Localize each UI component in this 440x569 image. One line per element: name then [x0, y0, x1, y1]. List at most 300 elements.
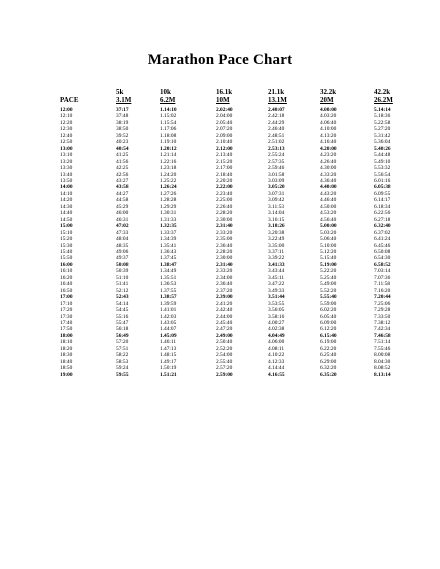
time-cell: 1.18:08: [160, 132, 177, 139]
time-cell: 1.36:53: [160, 281, 177, 288]
pace-cell: 12:40: [60, 132, 73, 139]
time-cell: 6.02:20: [320, 307, 337, 314]
time-cell: 1.31:33: [160, 216, 177, 223]
time-cell: 3.43:44: [268, 268, 285, 275]
time-cell: 1.28:28: [160, 197, 177, 204]
pace-cell: 17:50: [60, 326, 73, 333]
time-cell: 1.35:41: [160, 242, 177, 249]
time-cell: 2.26:40: [216, 203, 233, 210]
time-cell: 5.06:40: [320, 236, 337, 243]
time-cell: 7.11:58: [374, 281, 391, 288]
time-cell: 4.12:33: [268, 358, 285, 365]
time-cell: 7.46:58: [374, 332, 391, 339]
time-cell: 1.37:55: [160, 287, 177, 294]
time-cell: 2.54:00: [216, 352, 233, 359]
time-cell: 1.25:22: [160, 177, 177, 184]
time-cell: 3.16:15: [268, 216, 285, 223]
time-cell: 4.03:20: [320, 113, 337, 120]
time-cell: 3.49:33: [268, 287, 285, 294]
pace-cell: 12:30: [60, 126, 73, 133]
time-cell: 7.03:14: [374, 268, 391, 275]
time-cell: 6.22:56: [374, 210, 391, 217]
time-cell: 54:14: [116, 300, 129, 307]
time-cell: 4.00:00: [320, 107, 337, 113]
time-cell: 4.16:55: [268, 371, 285, 378]
time-cell: 1.19:10: [160, 139, 177, 146]
time-cell: 7.55:46: [374, 345, 391, 352]
time-cell: 1.45:09: [160, 332, 177, 339]
time-cell: 5.53:32: [374, 165, 391, 172]
time-cell: 2.44:29: [268, 119, 285, 126]
time-cell: 8.13:14: [374, 371, 391, 378]
time-cell: 4.06:00: [268, 339, 285, 346]
time-cell: 2.15:20: [216, 158, 233, 165]
pace-cell: 15:30: [60, 242, 73, 249]
time-cell: 1.38:57: [160, 294, 177, 301]
time-cell: 4.50:00: [320, 203, 337, 210]
time-cell: 2.36:40: [216, 242, 233, 249]
header-cell: 3.1M: [116, 96, 132, 104]
time-cell: 4.30:00: [320, 165, 337, 172]
time-cell: 2.52:20: [216, 345, 233, 352]
time-cell: 46:31: [116, 216, 129, 223]
time-cell: 41:56: [116, 158, 129, 165]
time-cell: 4.14:44: [268, 365, 285, 372]
time-cell: 2.34:00: [216, 274, 233, 281]
pace-cell: 17:00: [60, 294, 73, 301]
time-cell: 5.31:42: [374, 132, 391, 139]
time-cell: 1.29:29: [160, 203, 177, 210]
time-cell: 58:53: [116, 358, 129, 365]
time-cell: 6.19:00: [320, 339, 337, 346]
time-cell: 5.49:00: [320, 281, 337, 288]
pace-cell: 12:00: [60, 107, 73, 113]
time-cell: 56:18: [116, 326, 129, 333]
pace-cell: 13:40: [60, 171, 73, 178]
pace-cell: 14:40: [60, 210, 73, 217]
time-cell: 5.22:58: [374, 119, 391, 126]
time-cell: 44:58: [116, 197, 129, 204]
time-cell: 4.13:20: [320, 132, 337, 139]
time-cell: 6.18:34: [374, 203, 391, 210]
time-cell: 51:41: [116, 281, 129, 288]
time-cell: 4.56:40: [320, 216, 337, 223]
pace-cell: 13:30: [60, 165, 73, 172]
pace-cell: 19:00: [60, 371, 73, 378]
pace-cell: 16:20: [60, 274, 73, 281]
time-cell: 49:06: [116, 248, 129, 255]
time-cell: 47:33: [116, 229, 129, 236]
time-cell: 2.33:20: [216, 268, 233, 275]
time-cell: 50:39: [116, 268, 129, 275]
time-cell: 6.22:20: [320, 345, 337, 352]
time-cell: 3.18:26: [268, 223, 285, 230]
time-cell: 4.06:40: [320, 119, 337, 126]
time-cell: 5.56:54: [374, 171, 391, 178]
time-cell: 3.35:00: [268, 242, 285, 249]
time-cell: 2.50:40: [216, 339, 233, 346]
time-cell: 1.14:10: [160, 107, 177, 113]
time-cell: 6.37:02: [374, 229, 391, 236]
time-cell: 5.19:00: [320, 261, 337, 268]
time-cell: 4.02:38: [268, 326, 285, 333]
time-cell: 6.14:17: [374, 197, 391, 204]
time-cell: 49:37: [116, 255, 129, 262]
time-cell: 2.36:40: [216, 281, 233, 288]
pace-cell: 15:00: [60, 223, 73, 230]
time-cell: 2.25:00: [216, 197, 233, 204]
pace-cell: 17:40: [60, 319, 73, 326]
time-cell: 45:29: [116, 203, 129, 210]
time-cell: 2.51:02: [268, 139, 285, 146]
pace-table-body: [60, 104, 414, 378]
time-cell: 2.20:20: [216, 177, 233, 184]
time-cell: 1.24:20: [160, 171, 177, 178]
time-cell: 7.51:14: [374, 339, 391, 346]
time-cell: 6.32:20: [320, 365, 337, 372]
header-cell: 10M: [216, 96, 230, 104]
pace-cell: 16:40: [60, 281, 73, 288]
time-cell: 48:04: [116, 236, 129, 243]
time-cell: 5.10:00: [320, 242, 337, 249]
time-cell: 4.53:20: [320, 210, 337, 217]
time-cell: 6.25:40: [320, 352, 337, 359]
time-cell: 1.22:16: [160, 158, 177, 165]
time-cell: 1.49:17: [160, 358, 177, 365]
time-cell: 52:43: [116, 294, 129, 301]
time-cell: 1.50:19: [160, 365, 177, 372]
time-cell: 56:49: [116, 332, 129, 339]
time-cell: 1.44:07: [160, 326, 177, 333]
time-cell: 1.51:21: [160, 371, 177, 378]
time-cell: 4.04:49: [268, 332, 285, 339]
page-title: Marathon Pace Chart: [147, 52, 293, 68]
time-cell: 48:35: [116, 242, 129, 249]
time-cell: 2.02:40: [216, 107, 233, 113]
pace-cell: 13:00: [60, 145, 73, 152]
time-cell: 2.57:20: [216, 365, 233, 372]
time-cell: 6.09:00: [320, 319, 337, 326]
time-cell: 2.59:46: [268, 165, 285, 172]
time-cell: 1.36:43: [160, 248, 177, 255]
time-cell: 3.58:16: [268, 313, 285, 320]
time-cell: 3.56:05: [268, 307, 285, 314]
time-cell: 5.59:00: [320, 300, 337, 307]
time-cell: 7.42:34: [374, 326, 391, 333]
table-row: [60, 104, 414, 113]
time-cell: 4.16:40: [320, 139, 337, 146]
pace-cell: 16:50: [60, 287, 73, 294]
pace-cell: 14:00: [60, 184, 73, 191]
time-cell: 3.01:58: [268, 171, 285, 178]
time-cell: 6.05:40: [320, 313, 337, 320]
time-cell: 43:58: [116, 184, 129, 191]
time-cell: 1.21:14: [160, 152, 177, 159]
time-cell: 5.00:00: [320, 223, 337, 230]
time-cell: 2.05:40: [216, 119, 233, 126]
time-cell: 2.23:40: [216, 190, 233, 197]
pace-cell: 15:40: [60, 248, 73, 255]
time-cell: 2.42:18: [268, 113, 285, 120]
time-cell: 6.45:46: [374, 242, 391, 249]
time-cell: 4.00:27: [268, 319, 285, 326]
time-cell: 1.26:24: [160, 184, 177, 191]
pace-cell: 13:50: [60, 177, 73, 184]
time-cell: 5.36:04: [374, 139, 391, 146]
time-cell: 6.15:40: [320, 332, 337, 339]
time-cell: 4.33:20: [320, 171, 337, 178]
time-cell: 2.22:00: [216, 184, 233, 191]
pace-cell: 17:10: [60, 300, 73, 307]
time-cell: 3.03:09: [268, 177, 285, 184]
pace-cell: 16:00: [60, 261, 73, 268]
time-cell: 2.33:20: [216, 229, 233, 236]
pace-cell: 18:10: [60, 339, 73, 346]
time-cell: 5.55:40: [320, 294, 337, 301]
time-cell: 1.27:26: [160, 190, 177, 197]
time-cell: 1.34:49: [160, 268, 177, 275]
pace-cell: 12:20: [60, 119, 73, 126]
time-cell: 5.52:20: [320, 287, 337, 294]
time-cell: 6.09:55: [374, 190, 391, 197]
pace-cell: 13:20: [60, 158, 73, 165]
pace-table: [60, 88, 414, 378]
time-cell: 51:10: [116, 274, 129, 281]
time-cell: 3.53:55: [268, 300, 285, 307]
time-cell: 2.04:00: [216, 113, 233, 120]
time-cell: 2.10:40: [216, 139, 233, 146]
time-cell: 42:25: [116, 165, 129, 172]
header-cell: 5k: [116, 88, 124, 96]
time-cell: 1.32:35: [160, 223, 177, 230]
time-cell: 2.55:24: [268, 152, 285, 159]
header-cell: 42.2k: [374, 88, 391, 96]
time-cell: 4.10:00: [320, 126, 337, 133]
time-cell: 6.32:40: [374, 223, 391, 230]
time-cell: 7.16:20: [374, 287, 391, 294]
time-cell: 59:55: [116, 371, 129, 378]
time-cell: 1.46:11: [160, 339, 177, 346]
time-cell: 5.25:40: [320, 274, 337, 281]
time-cell: 1.38:47: [160, 261, 177, 268]
time-cell: 57:20: [116, 339, 129, 346]
time-cell: 5.27:20: [374, 126, 391, 133]
time-cell: 3.22:49: [268, 236, 285, 243]
table-row: [60, 372, 414, 378]
time-cell: 8.00:08: [374, 352, 391, 359]
time-cell: 6.29:00: [320, 358, 337, 365]
time-cell: 1.39:59: [160, 300, 177, 307]
time-cell: 2.53:13: [268, 145, 285, 152]
time-cell: 4.36:40: [320, 177, 337, 184]
time-cell: 41:25: [116, 152, 129, 159]
time-cell: 6.01:16: [374, 177, 391, 184]
time-cell: 4.26:40: [320, 158, 337, 165]
time-cell: 55:16: [116, 313, 129, 320]
time-cell: 40:54: [116, 145, 129, 152]
time-cell: 1.15:54: [160, 119, 177, 126]
time-cell: 43:27: [116, 177, 129, 184]
pace-cell: 17:20: [60, 307, 73, 314]
time-cell: 3.51:44: [268, 294, 285, 301]
header-row-mi: [60, 96, 414, 104]
time-cell: 3.45:11: [268, 274, 285, 281]
time-cell: 4.43:20: [320, 190, 337, 197]
pace-cell: 18:40: [60, 358, 73, 365]
time-cell: 47:02: [116, 223, 129, 230]
time-cell: 6.27:18: [374, 216, 391, 223]
time-cell: 8.04:30: [374, 358, 391, 365]
time-cell: 1.34:39: [160, 236, 177, 243]
time-cell: 46:00: [116, 210, 129, 217]
time-cell: 3.11:53: [268, 203, 285, 210]
time-cell: 4.40:00: [320, 184, 337, 191]
header-cell: PACE: [60, 96, 79, 104]
time-cell: 55:47: [116, 319, 129, 326]
time-cell: 2.09:00: [216, 132, 233, 139]
time-cell: 6.41:24: [374, 236, 391, 243]
time-cell: 3.39:22: [268, 255, 285, 262]
time-cell: 59:24: [116, 365, 129, 372]
time-cell: 4.46:40: [320, 197, 337, 204]
header-cell: 26.2M: [374, 96, 393, 104]
time-cell: 3.20:38: [268, 229, 285, 236]
time-cell: 8.08:52: [374, 365, 391, 372]
time-cell: 2.30:00: [216, 255, 233, 262]
time-cell: 3.14:04: [268, 210, 285, 217]
time-cell: 5.14:14: [374, 107, 391, 113]
time-cell: 39:52: [116, 132, 129, 139]
pace-cell: 18:30: [60, 352, 73, 359]
pace-cell: 15:20: [60, 236, 73, 243]
time-cell: 1.17:06: [160, 126, 177, 133]
time-cell: 1.43:05: [160, 319, 177, 326]
time-cell: 4.20:00: [320, 145, 337, 152]
time-cell: 2.39:00: [216, 294, 233, 301]
time-cell: 5.22:20: [320, 268, 337, 275]
time-cell: 6.54:30: [374, 255, 391, 262]
time-cell: 7.20:44: [374, 294, 391, 301]
time-cell: 1.33:37: [160, 229, 177, 236]
time-cell: 2.07:20: [216, 126, 233, 133]
time-cell: 2.45:40: [216, 319, 233, 326]
time-cell: 38:50: [116, 126, 129, 133]
pace-cell: 14:50: [60, 216, 73, 223]
header-cell: 16.1k: [216, 88, 233, 96]
time-cell: 7.29:28: [374, 307, 391, 314]
time-cell: 3.37:11: [268, 248, 285, 255]
time-cell: 2.59:00: [216, 371, 233, 378]
pace-cell: 17:30: [60, 313, 73, 320]
time-cell: 2.13:40: [216, 152, 233, 159]
time-cell: 38:19: [116, 119, 129, 126]
time-cell: 40:23: [116, 139, 129, 146]
time-cell: 7.07:36: [374, 274, 391, 281]
time-cell: 2.42:40: [216, 307, 233, 314]
header-cell: 32.2k: [320, 88, 337, 96]
time-cell: 5.03:20: [320, 229, 337, 236]
time-cell: 52:12: [116, 287, 129, 294]
time-cell: 2.37:20: [216, 287, 233, 294]
time-cell: 1.20:12: [160, 145, 177, 152]
time-cell: 1.30:31: [160, 210, 177, 217]
time-cell: 6.12:20: [320, 326, 337, 333]
time-cell: 2.18:40: [216, 171, 233, 178]
time-cell: 7.25:06: [374, 300, 391, 307]
time-cell: 2.31:40: [216, 223, 233, 230]
time-cell: 1.41:01: [160, 307, 177, 314]
pace-cell: 18:50: [60, 365, 73, 372]
time-cell: 2.49:00: [216, 332, 233, 339]
pace-cell: 14:10: [60, 190, 73, 197]
pace-cell: 12:10: [60, 113, 73, 120]
time-cell: 2.46:40: [268, 126, 285, 133]
header-cell: [60, 88, 116, 96]
time-cell: 6.05:38: [374, 184, 391, 191]
time-cell: 2.48:51: [268, 132, 285, 139]
time-cell: 1.35:51: [160, 274, 177, 281]
time-cell: 58:22: [116, 352, 129, 359]
header-row-km: [60, 88, 414, 96]
pace-cell: 15:50: [60, 255, 73, 262]
time-cell: 37:17: [116, 107, 129, 113]
time-cell: 1.37:45: [160, 255, 177, 262]
time-cell: 5.49:10: [374, 158, 391, 165]
time-cell: 3.41:33: [268, 261, 285, 268]
time-cell: 57:51: [116, 345, 129, 352]
header-cell: 20M: [320, 96, 334, 104]
time-cell: 2.44:00: [216, 313, 233, 320]
pace-cell: 14:30: [60, 203, 73, 210]
header-cell: 21.1k: [268, 88, 285, 96]
time-cell: 2.41:20: [216, 300, 233, 307]
time-cell: 6.50:08: [374, 248, 391, 255]
time-cell: 2.35:00: [216, 236, 233, 243]
time-cell: 3.05:20: [268, 184, 285, 191]
time-cell: 1.47:13: [160, 345, 177, 352]
header-cell: 10k: [160, 88, 171, 96]
time-cell: 2.40:07: [268, 107, 285, 113]
pace-cell: 13:10: [60, 152, 73, 159]
header-cell: 6.2M: [160, 96, 176, 104]
time-cell: 3.09:42: [268, 197, 285, 204]
time-cell: 2.55:40: [216, 358, 233, 365]
pace-cell: 14:20: [60, 197, 73, 204]
time-cell: 2.17:00: [216, 165, 233, 172]
time-cell: 6.58:52: [374, 261, 391, 268]
time-cell: 3.07:31: [268, 190, 285, 197]
time-cell: 5.18:36: [374, 113, 391, 120]
pace-cell: 12:50: [60, 139, 73, 146]
time-cell: 44:27: [116, 190, 129, 197]
time-cell: 2.31:40: [216, 261, 233, 268]
time-cell: 2.30:00: [216, 216, 233, 223]
time-cell: 2.57:35: [268, 158, 285, 165]
header-cell: 13.1M: [268, 96, 287, 104]
time-cell: 1.42:03: [160, 313, 177, 320]
time-cell: 42:56: [116, 171, 129, 178]
pace-cell: 18:20: [60, 345, 73, 352]
time-cell: 2.28:20: [216, 248, 233, 255]
time-cell: 4.08:11: [268, 345, 285, 352]
time-cell: 6.35:20: [320, 371, 337, 378]
time-cell: 3.47:22: [268, 281, 285, 288]
pace-cell: 16:10: [60, 268, 73, 275]
time-cell: 4.10:22: [268, 352, 285, 359]
time-cell: 1.23:18: [160, 165, 177, 172]
time-cell: 5.12:20: [320, 248, 337, 255]
time-cell: 50:08: [116, 261, 129, 268]
